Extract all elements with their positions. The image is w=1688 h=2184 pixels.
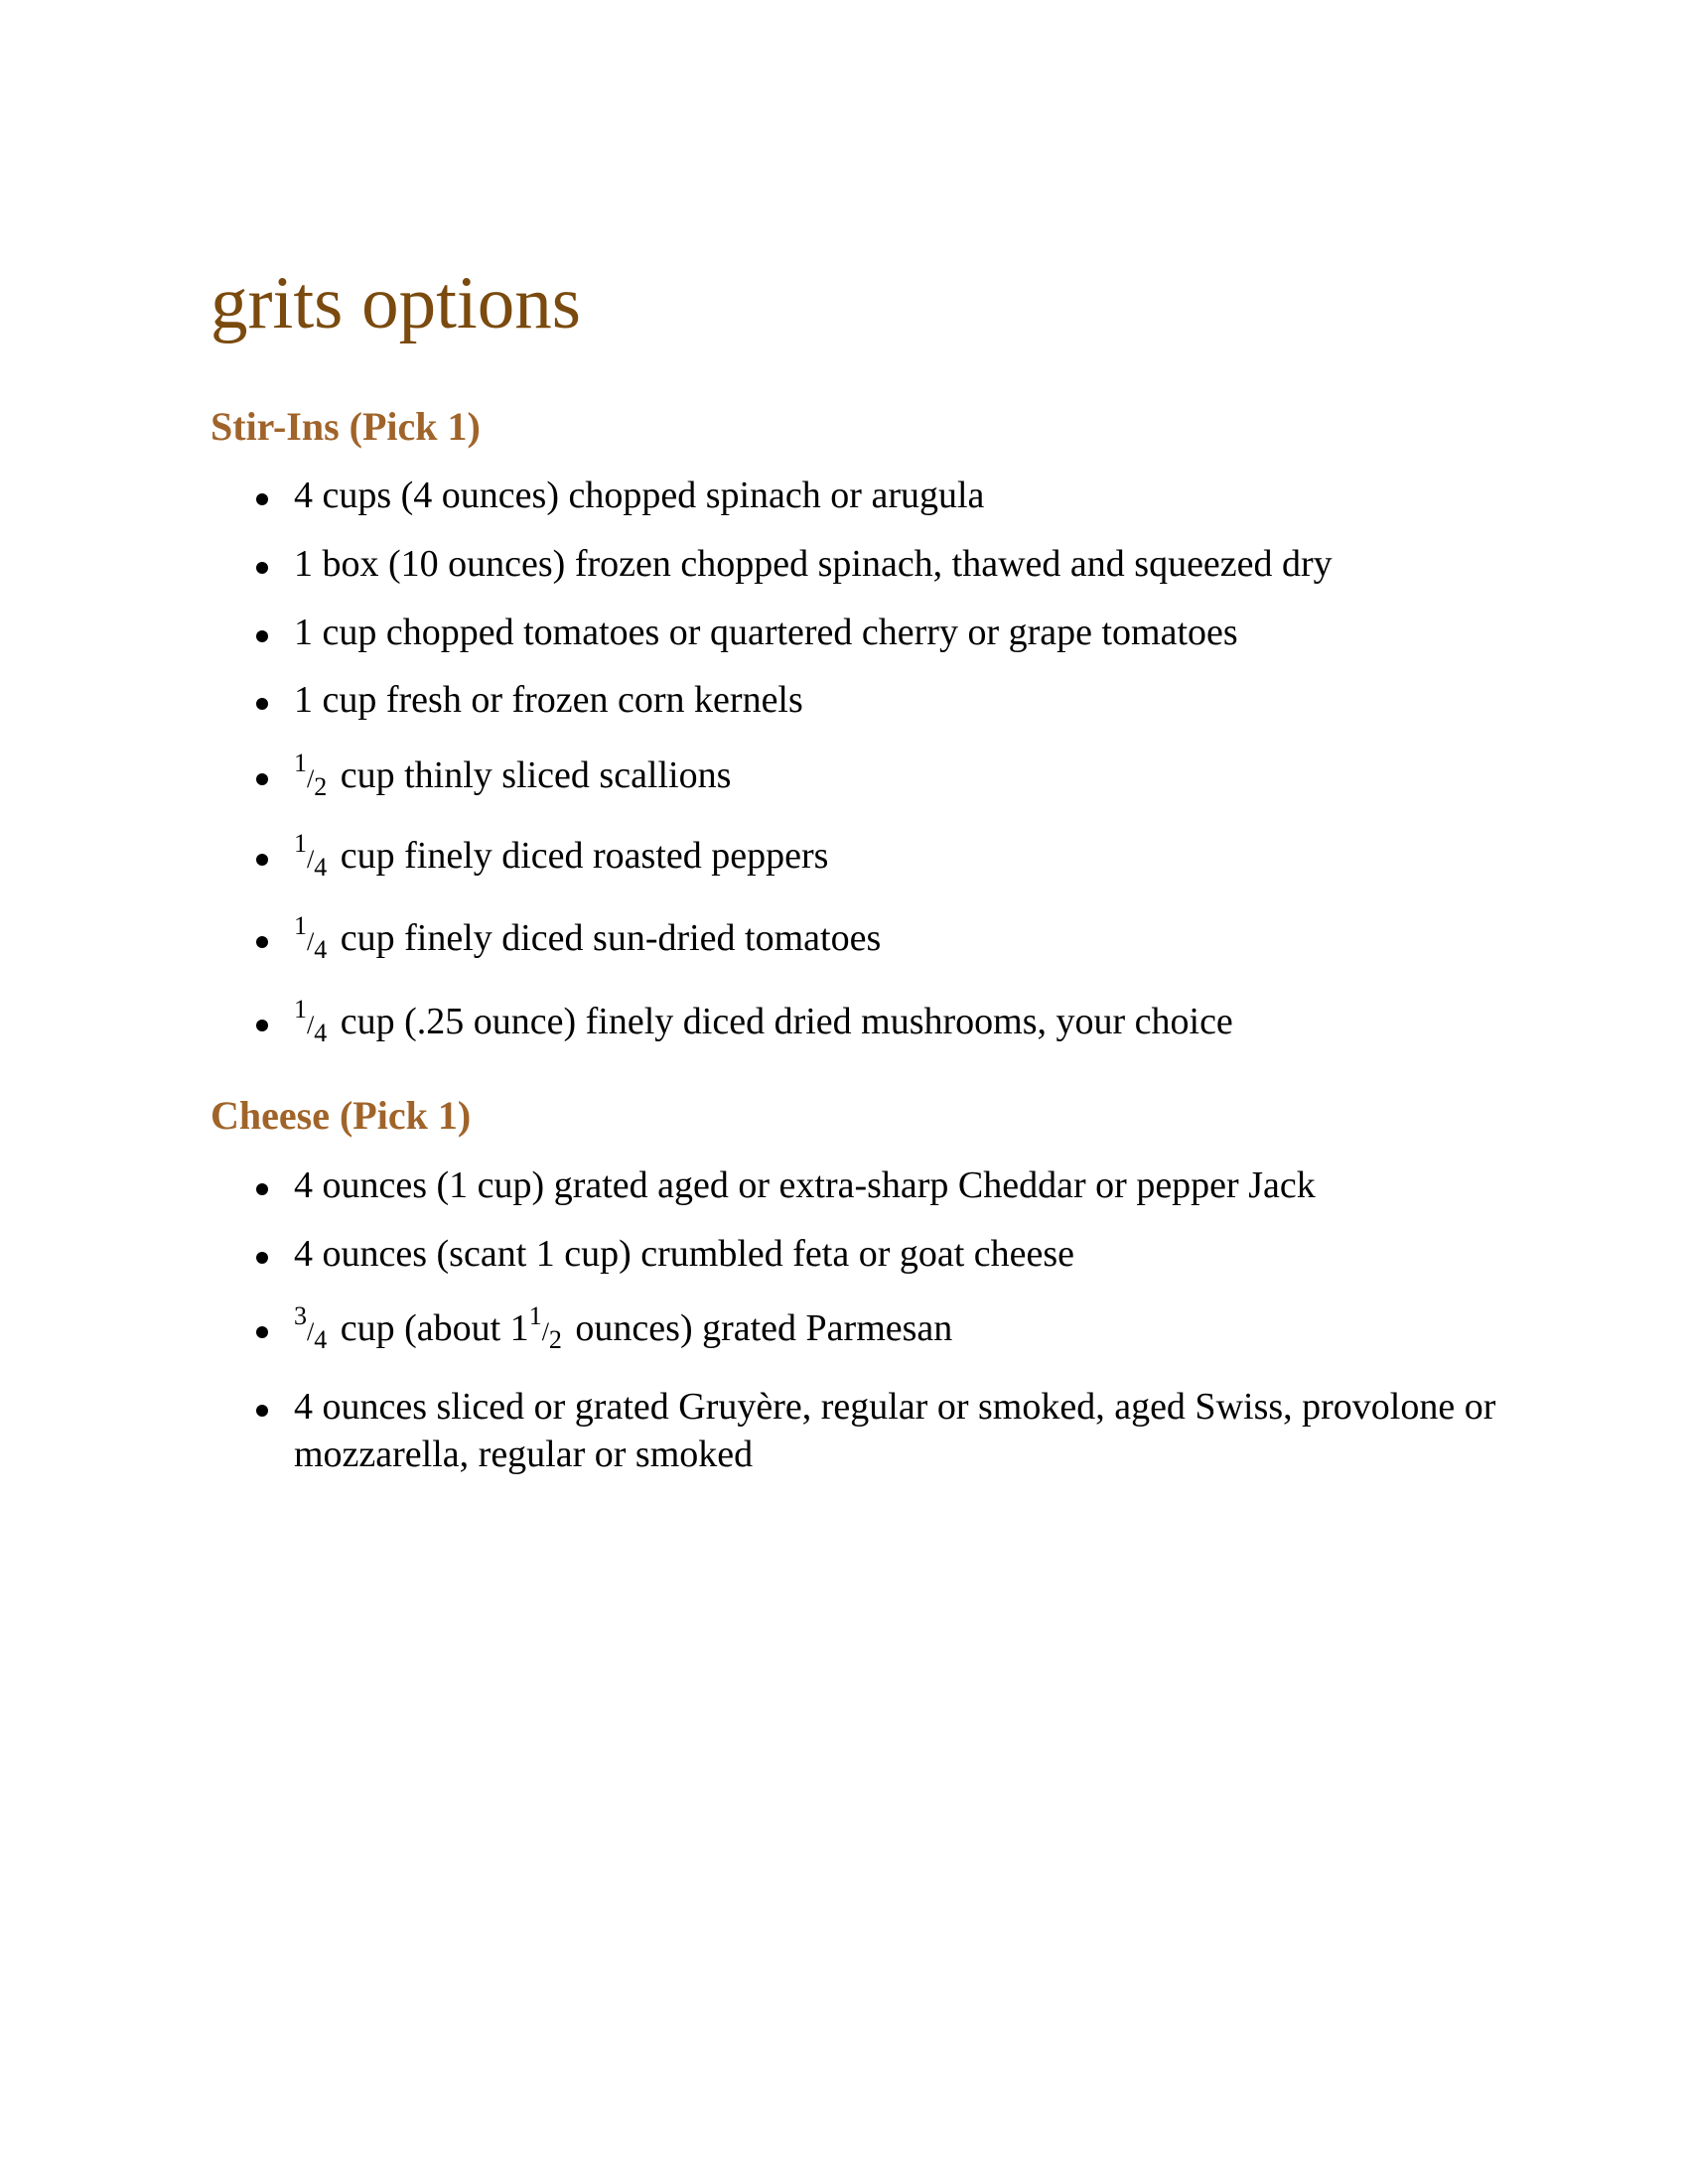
stir-in-item (294, 751, 1505, 803)
cheese-heading: Cheese (Pick 1) (211, 1093, 472, 1138)
stir-in-item: 1 cup fresh or frozen corn kernels (294, 679, 803, 721)
fraction: $^1/_4$ (294, 995, 328, 1047)
bullet-icon (256, 936, 268, 948)
bullet-icon (256, 773, 268, 785)
bullet-icon (256, 1020, 268, 1031)
bullet-icon (256, 630, 268, 642)
item-text: cup (.25 ounce) finely diced dried mushrooms, your choice (340, 1001, 1233, 1042)
bullet-icon (256, 1183, 268, 1195)
stir-in-item (294, 995, 1505, 1049)
stir-in-item (294, 829, 1505, 884)
cheese-item: 4 ounces sliced or grated Gruyère, regular or smoked, aged Swiss, provolone or mozzarella, regular or smoked (294, 1386, 1496, 1475)
bullet-icon (256, 854, 268, 866)
item-text: cup thinly sliced scallions (340, 754, 732, 796)
cheese-item (294, 1301, 1505, 1356)
stir-in-item: 1 cup chopped tomatoes or quartered cherry or grape tomatoes (294, 612, 1238, 653)
stir-ins-heading: Stir-Ins (Pick 1) (211, 404, 481, 449)
cheese-item: 4 ounces (1 cup) grated aged or extra-sharp Cheddar or pepper Jack (294, 1164, 1316, 1206)
fraction: $^1/_4$ (294, 911, 328, 964)
stir-in-item (294, 911, 1505, 966)
fraction: $^1/_2$ (528, 1301, 562, 1354)
item-text: cup finely diced sun-dried tomatoes (340, 917, 882, 959)
stir-in-item: 4 cups (4 ounces) chopped spinach or arugula (294, 475, 985, 516)
item-text: cup finely diced roasted peppers (340, 835, 829, 877)
bullet-icon (256, 698, 268, 710)
cheese-item: 4 ounces (scant 1 cup) crumbled feta or goat cheese (294, 1233, 1075, 1275)
bullet-icon (256, 1252, 268, 1264)
bullet-icon (256, 1326, 268, 1338)
bullet-icon (256, 562, 268, 574)
fraction: $^1/_4$ (294, 829, 328, 882)
item-text: cup (about 1 (340, 1307, 529, 1349)
stir-in-item: 1 box (10 ounces) frozen chopped spinach, thawed and squeezed dry (294, 543, 1333, 585)
bullet-icon (256, 1405, 268, 1417)
page-title: grits options (211, 262, 581, 344)
fraction: $^3/_4$ (294, 1301, 328, 1354)
bullet-icon (256, 493, 268, 505)
fraction: $^1/_2$ (294, 749, 328, 801)
item-text: ounces) grated Parmesan (575, 1307, 953, 1349)
